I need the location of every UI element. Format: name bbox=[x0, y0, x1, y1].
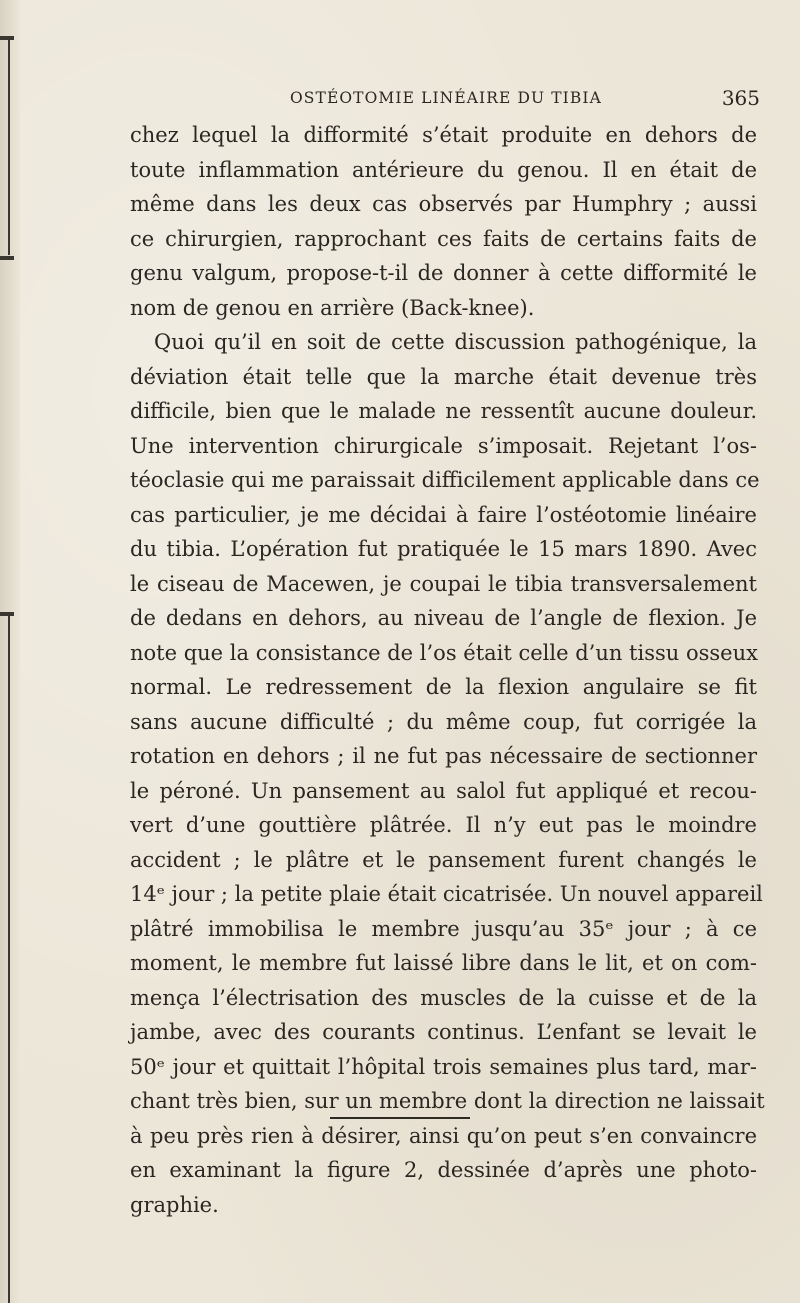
text-line: plâtré immobilisa le membre jusqu’au 35ᵉ jour ; à ce bbox=[130, 916, 757, 941]
text-line: téoclasie qui me paraissait difficilement applicable dans ce bbox=[130, 468, 760, 492]
text-line: toute inflammation antérieure du genou. Il en était de bbox=[130, 157, 757, 182]
text-line: mença l’électrisation des muscles de la cuisse et de la bbox=[130, 985, 757, 1010]
text-line: cas particulier, je me décidai à faire l’ostéotomie linéaire bbox=[130, 502, 757, 527]
text-line: même dans les deux cas observés par Humphry ; aussi bbox=[130, 192, 757, 216]
text-line: chant très bien, sur un membre dont la direction ne laissait bbox=[130, 1089, 765, 1113]
binding-line-lower bbox=[8, 615, 10, 1303]
text-line: normal. Le redressement de la flexion angulaire se fit bbox=[130, 675, 757, 699]
text-line: accident ; le plâtre et le pansement furent changés le bbox=[130, 847, 757, 872]
text-line: moment, le membre fut laissé libre dans le lit, et on com- bbox=[130, 951, 757, 975]
text-line: note que la consistance de l’os était celle d’un tissu osseux bbox=[130, 640, 758, 665]
body-text bbox=[130, 118, 765, 1222]
text-line: rotation en dehors ; il ne fut pas nécessaire de sectionner bbox=[130, 744, 757, 768]
binding-mark-top bbox=[0, 36, 14, 40]
binding-mark-lower bbox=[0, 612, 14, 616]
section-end-rule bbox=[330, 1117, 470, 1119]
text-line: graphie. bbox=[130, 1192, 219, 1217]
text-line: genu valgum, propose-t-il de donner à cette difformité le bbox=[130, 261, 757, 285]
text-line: sans aucune difficulté ; du même coup, fut corrigée la bbox=[130, 709, 757, 734]
text-line: chez lequel la difformité s’était produite en dehors de bbox=[130, 123, 757, 147]
text-line: Une intervention chirurgicale s’imposait. Rejetant l’os- bbox=[130, 433, 757, 458]
text-line: nom de genou en arrière (Back-knee). bbox=[130, 295, 535, 320]
text-line: 50ᵉ jour et quittait l’hôpital trois semaines plus tard, mar- bbox=[130, 1054, 757, 1079]
page-number: 365 bbox=[721, 86, 760, 110]
text-line: à peu près rien à désirer, ainsi qu’on peut s’en convaincre bbox=[130, 1123, 757, 1148]
text-line: en examinant la figure 2, dessinée d’après une photo- bbox=[130, 1158, 757, 1182]
text-line: difficile, bien que le malade ne ressentît aucune douleur. bbox=[130, 399, 757, 423]
text-line: Quoi qu’il en soit de cette discussion pathogénique, la bbox=[154, 330, 757, 354]
binding-line-upper bbox=[8, 40, 10, 255]
binding-mark-upper bbox=[0, 256, 14, 260]
text-line: de dedans en dehors, au niveau de l’angle de flexion. Je bbox=[130, 606, 757, 630]
text-line: ce chirurgien, rapprochant ces faits de certains faits de bbox=[130, 226, 757, 251]
running-head-title: OSTÉOTOMIE LINÉAIRE DU TIBIA bbox=[290, 89, 602, 107]
text-line: déviation était telle que la marche était devenue très bbox=[130, 364, 757, 389]
running-head bbox=[130, 86, 760, 114]
page-binding-edge bbox=[0, 0, 20, 1303]
text-line: jambe, avec des courants continus. L’enfant se levait le bbox=[130, 1020, 757, 1044]
text-line: le ciseau de Macewen, je coupai le tibia transversalement bbox=[130, 571, 757, 596]
text-line: du tibia. L’opération fut pratiquée le 15 mars 1890. Avec bbox=[130, 537, 757, 561]
text-line: 14ᵉ jour ; la petite plaie était cicatrisée. Un nouvel appareil bbox=[130, 882, 763, 906]
text-line: vert d’une gouttière plâtrée. Il n’y eut pas le moindre bbox=[130, 813, 757, 837]
text-line: le péroné. Un pansement au salol fut appliqué et recou- bbox=[130, 778, 757, 803]
